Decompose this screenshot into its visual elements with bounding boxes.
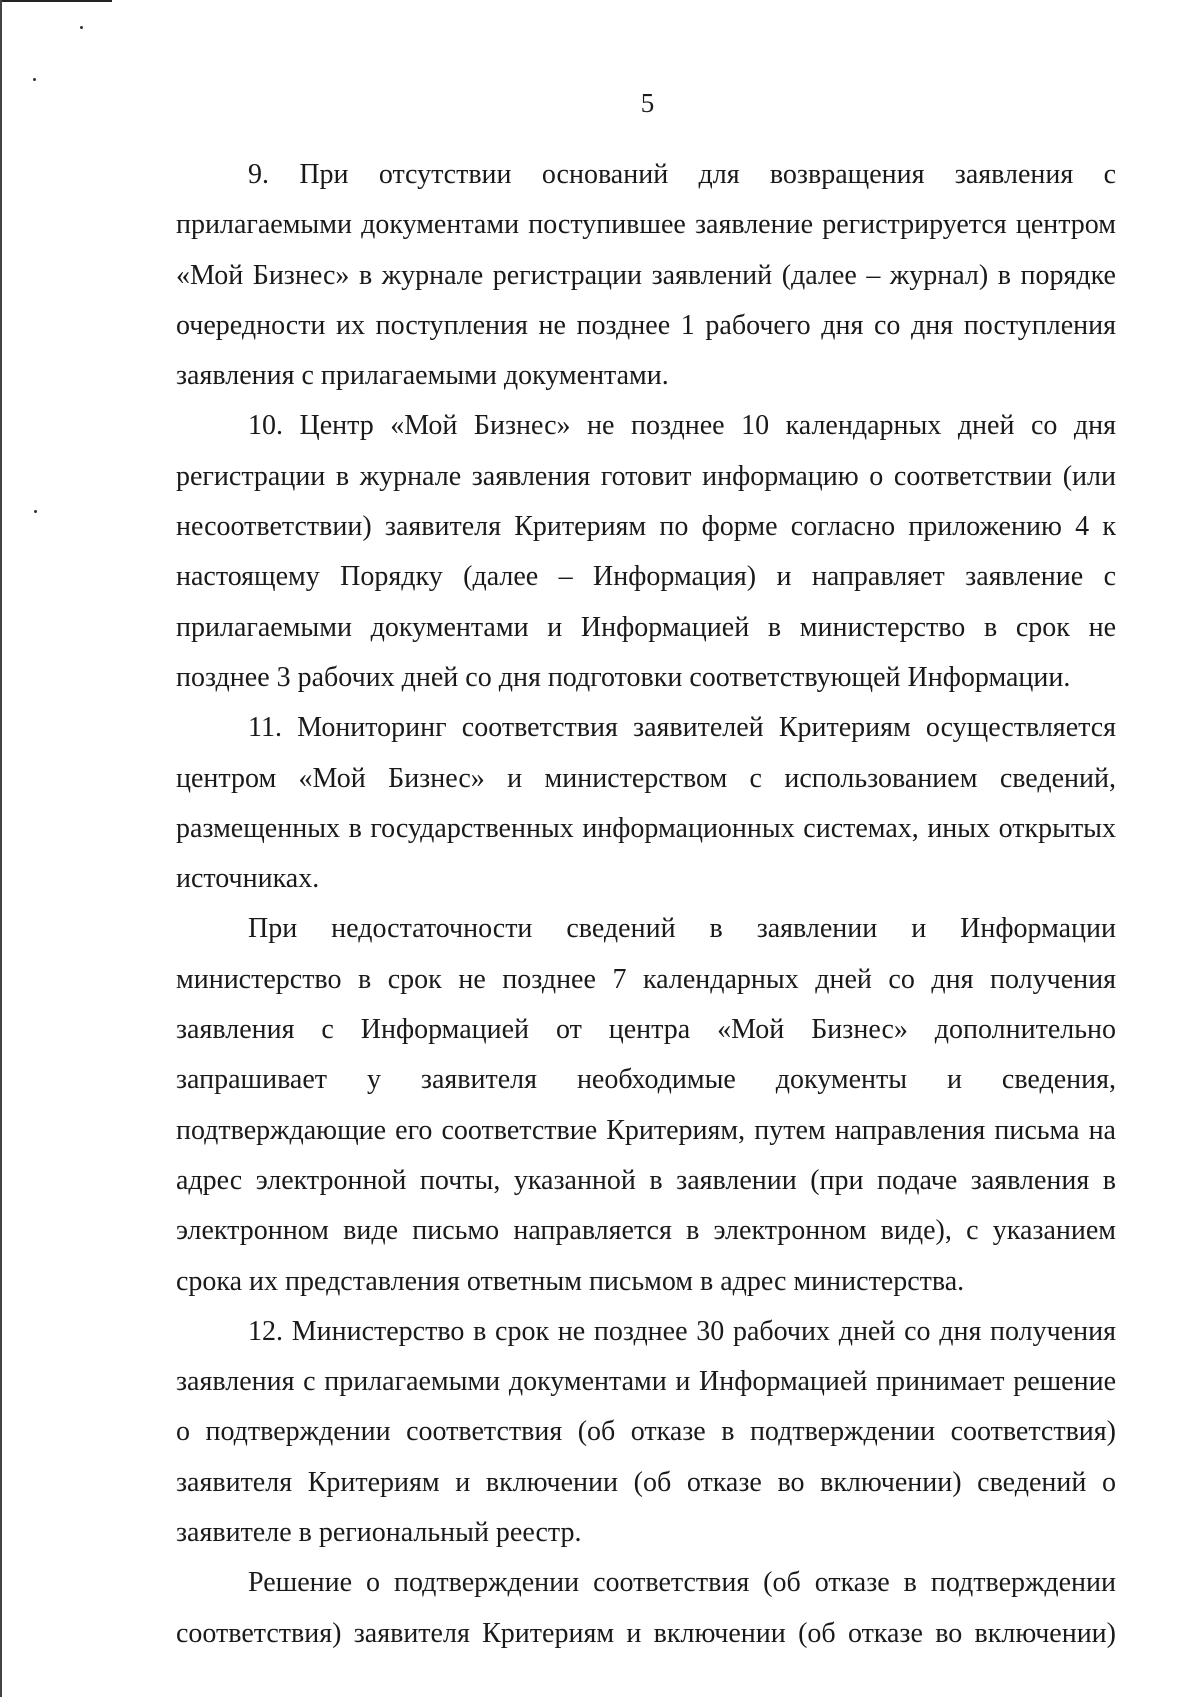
text-line: позднее 3 рабочих дней со дня подготовки соответствующей Информации. xyxy=(176,661,1071,693)
text-line: заявителе в региональный реестр. xyxy=(176,1517,582,1549)
scan-corner-mark xyxy=(0,0,112,8)
document-body xyxy=(176,150,1116,1659)
text-line: размещенных в государственных информационных системах, иных открытых xyxy=(176,812,1116,844)
text-line: заявителя Критериям и включении (об отказе во включении) сведений о xyxy=(176,1466,1116,1498)
text-line: очередности их поступления не позднее 1 рабочего дня со дня поступления xyxy=(176,309,1116,341)
paragraph-12 xyxy=(176,1307,1116,1558)
text-line: электронном виде письмо направляется в электронном виде), с указанием xyxy=(176,1215,1116,1247)
text-line: соответствия) заявителя Критериям и включении (об отказе во включении) xyxy=(176,1617,1116,1649)
scan-left-edge xyxy=(0,0,2,1697)
paragraph-decision xyxy=(176,1558,1116,1659)
page-number: 5 xyxy=(640,88,655,118)
text-line: При недостаточности сведений в заявлении и Информации xyxy=(248,913,1116,945)
text-line: Решение о подтверждении соответствия (об отказе в подтверждении xyxy=(248,1567,1116,1599)
text-line: подтверждающие его соответствие Критериям, путем направления письма на xyxy=(176,1114,1116,1146)
paragraph-9 xyxy=(176,150,1116,401)
scan-speck xyxy=(80,26,83,29)
text-line: несоответствии) заявителя Критериям по форме согласно приложению 4 к xyxy=(176,511,1116,543)
scan-speck xyxy=(34,510,37,513)
text-line: прилагаемыми документами поступившее заявление регистрируется центром xyxy=(176,209,1116,241)
text-line: настоящему Порядку (далее – Информация) и направляет заявление с xyxy=(176,561,1116,593)
scan-speck xyxy=(33,78,36,81)
paragraph-11 xyxy=(176,703,1116,904)
text-line: регистрации в журнале заявления готовит информацию о соответствии (или xyxy=(176,460,1116,492)
text-line: 9. При отсутствии оснований для возвращения заявления с xyxy=(248,159,1116,190)
text-line: заявления с прилагаемыми документами. xyxy=(176,360,669,392)
text-line: источниках. xyxy=(176,863,320,895)
paragraph-10 xyxy=(176,401,1116,703)
text-line: заявления с прилагаемыми документами и Информацией принимает решение xyxy=(176,1366,1116,1398)
text-line: «Мой Бизнес» в журнале регистрации заявлений (далее – журнал) в порядке xyxy=(176,259,1116,291)
paragraph-insufficient-info xyxy=(176,904,1116,1306)
text-line: срока их представления ответным письмом в адрес министерства. xyxy=(176,1265,965,1297)
text-line: министерство в срок не позднее 7 календарных дней со дня получения xyxy=(176,963,1116,995)
text-line: центром «Мой Бизнес» и министерством с использованием сведений, xyxy=(176,762,1116,794)
text-line: адрес электронной почты, указанной в заявлении (при подаче заявления в xyxy=(176,1164,1116,1196)
text-line: 11. Мониторинг соответствия заявителей Критериям осуществляется xyxy=(248,712,1116,744)
text-line: 12. Министерство в срок не позднее 30 рабочих дней со дня получения xyxy=(248,1315,1116,1347)
text-line: о подтверждении соответствия (об отказе в подтверждении соответствия) xyxy=(176,1416,1116,1448)
text-line: запрашивает у заявителя необходимые документы и сведения, xyxy=(176,1064,1116,1096)
text-line: прилагаемыми документами и Информацией в министерство в срок не xyxy=(176,611,1116,643)
text-line: заявления с Информацией от центра «Мой Бизнес» дополнительно xyxy=(176,1014,1116,1046)
text-line: 10. Центр «Мой Бизнес» не позднее 10 календарных дней со дня xyxy=(248,410,1116,442)
